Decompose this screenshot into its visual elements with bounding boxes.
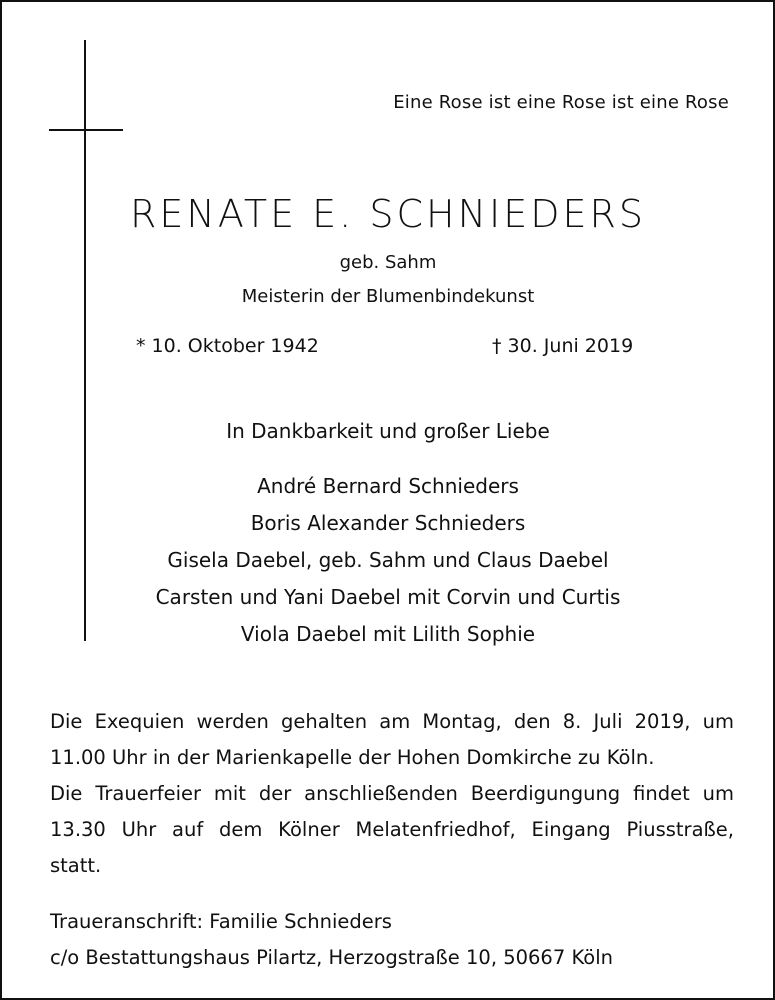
- service-paragraph: [50, 704, 734, 776]
- service-text: Die Exequien werden gehalten am Montag, den 8. Juli 2019, um: [50, 710, 734, 733]
- mourner-name: Viola Daebel mit Lilith Sophie: [240, 622, 536, 646]
- gratitude-line: In Dankbarkeit und großer Liebe: [226, 419, 550, 443]
- motto: Eine Rose ist eine Rose ist eine Rose: [393, 92, 729, 113]
- burial-text: Die Trauerfeier mit der anschließenden Beerdigungung findet um: [50, 782, 734, 805]
- deceased-name: RENATE E. SCHNIEDERS: [129, 192, 647, 236]
- birth-date: * 10. Oktober 1942: [136, 335, 319, 357]
- mourner-name: Gisela Daebel, geb. Sahm und Claus Daebel: [167, 548, 609, 572]
- profession: Meisterin der Blumenbindekunst: [241, 286, 535, 307]
- mourners-list: [88, 468, 688, 653]
- address-line: Traueranschrift: Familie Schnieders: [50, 910, 392, 933]
- mourner-name: Carsten und Yani Daebel mit Corvin und Curtis: [155, 585, 621, 609]
- burial-paragraph: [50, 776, 734, 884]
- death-date: † 30. Juni 2019: [492, 335, 634, 357]
- cross-symbol-horizontal: [49, 129, 123, 131]
- service-text: 11.00 Uhr in der Marienkapelle der Hohen Domkirche zu Köln.: [50, 746, 655, 769]
- burial-text: 13.30 Uhr auf dem Kölner Melatenfriedhof, Eingang Piusstraße,: [50, 818, 734, 841]
- address-line: c/o Bestattungshaus Pilartz, Herzogstraße 10, 50667 Köln: [50, 946, 613, 969]
- burial-text: statt.: [50, 854, 102, 877]
- mourning-address: [50, 904, 613, 976]
- mourner-name: Boris Alexander Schnieders: [250, 511, 526, 535]
- maiden-name: geb. Sahm: [339, 252, 437, 273]
- mourner-name: André Bernard Schnieders: [257, 474, 519, 498]
